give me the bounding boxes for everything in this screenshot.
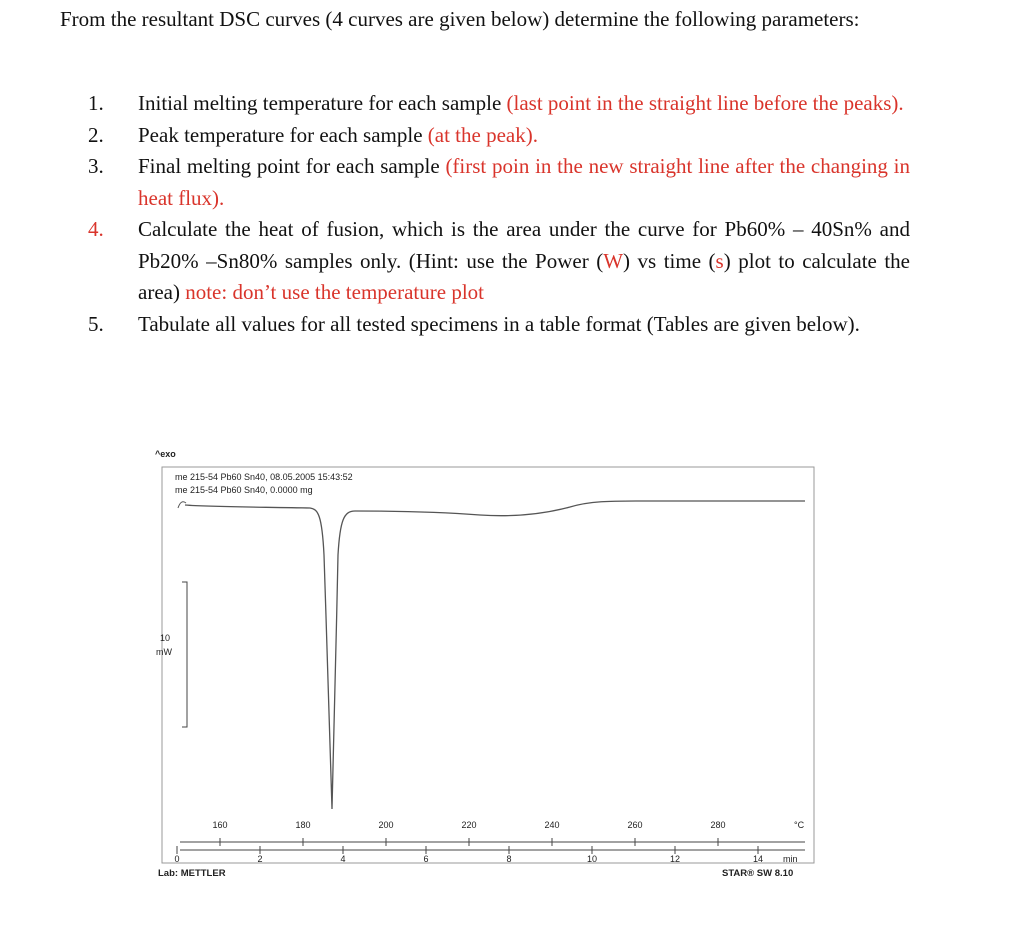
item-number: 4. — [88, 217, 104, 241]
time-tick-label: 14 — [752, 854, 764, 864]
unit-w: W — [603, 248, 624, 273]
dsc-plot — [150, 445, 820, 885]
plot-frame — [162, 467, 814, 863]
curve-header-line1: me 215-54 Pb60 Sn40, 08.05.2005 15:43:52 — [175, 472, 353, 482]
item-number: 1. — [88, 91, 104, 115]
list-item — [88, 214, 910, 309]
item-text: Initial melting temperature for each sample — [138, 91, 507, 115]
item-note: note: don’t use the temperature plot — [185, 280, 484, 304]
temperature-tick-label: 220 — [461, 820, 477, 830]
temperature-tick-label: 180 — [295, 820, 311, 830]
list-item — [88, 309, 910, 341]
item-note: (first poin in the new straight line after the changing in heat flux). — [138, 154, 910, 210]
list-item — [88, 120, 910, 152]
time-tick-label: 0 — [174, 854, 180, 864]
list-item — [88, 88, 910, 120]
temperature-tick-label: 160 — [212, 820, 228, 830]
item-note: (at the peak). — [427, 122, 538, 147]
temperature-unit: °C — [794, 820, 805, 830]
lab-label: Lab: METTLER — [158, 868, 226, 879]
scale-value: 10 — [160, 633, 171, 643]
curve-marker — [178, 502, 186, 508]
scale-unit: mW — [156, 647, 172, 657]
item-text: Peak temperature for each sample — [138, 122, 428, 147]
time-tick-label: 8 — [506, 854, 512, 864]
time-tick-label: 6 — [423, 854, 429, 864]
list-item — [88, 151, 910, 214]
dsc-curve — [185, 501, 805, 809]
dsc-curve-figure — [150, 445, 820, 885]
item-number: 2. — [88, 122, 104, 147]
temperature-tick-label: 280 — [710, 820, 726, 830]
time-tick-label: 12 — [669, 854, 681, 864]
item-number: 5. — [88, 311, 104, 336]
item-note: (last point in the straight line before the peaks). — [506, 91, 904, 115]
time-tick-label: 10 — [586, 854, 598, 864]
item-text: Final melting point for each sample — [138, 154, 446, 178]
item-number: 3. — [88, 154, 104, 178]
curve-header-line2: me 215-54 Pb60 Sn40, 0.0000 mg — [175, 485, 313, 495]
scale-bar — [182, 582, 187, 727]
item-text: Tabulate all values for all tested specimens in a table format (Tables are given below). — [138, 311, 860, 336]
temperature-tick-label: 200 — [378, 820, 394, 830]
temperature-tick-label: 240 — [544, 820, 560, 830]
unit-s: s — [715, 248, 724, 273]
software-label: STAR® SW 8.10 — [722, 868, 794, 879]
item-text-mid: ) vs time ( — [623, 248, 716, 273]
item-text-end: ) plot to calculate the area) — [138, 248, 911, 304]
exo-label: ^exo — [155, 449, 176, 459]
time-ticks — [174, 846, 763, 864]
time-tick-label: 2 — [257, 854, 263, 864]
item-text: Calculate the heat of fusion, which is the area under the curve for Pb60% – 40Sn% and Pb20% –Sn80% samples only. (Hint: use the Power ( — [138, 217, 910, 273]
temperature-tick-label: 260 — [627, 820, 643, 830]
instruction-list — [88, 88, 910, 340]
time-tick-label: 4 — [340, 854, 346, 864]
intro-paragraph: From the resultant DSC curves (4 curves are given below) determine the following parameters: — [60, 7, 860, 31]
time-unit: min — [783, 854, 798, 864]
